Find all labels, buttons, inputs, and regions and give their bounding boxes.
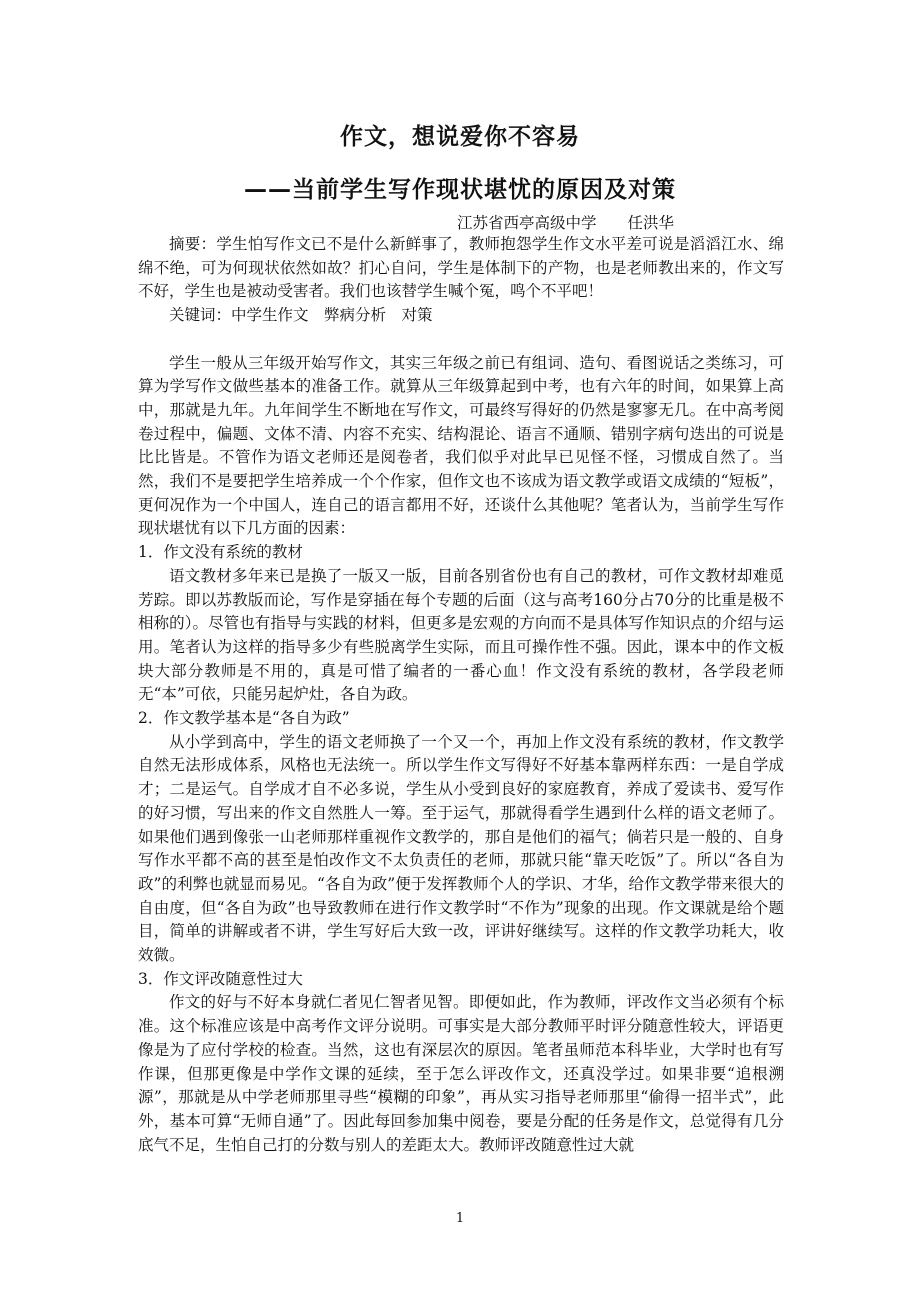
section-1-heading: 1．作文没有系统的教材 [138,543,303,562]
section-1-paragraph: 语文教材多年来已是换了一版又一版，目前各别省份也有自己的教材，可作文教材却难觅芳踪。即以苏教版而论，写作是穿插在每个专题的后面（这与高考160分占70分的比重是极不相称的）。尽管也有指导与实践的材料，但更多是宏观的方向而不是具体写作知识点的介绍与运用。笔者认为这样的指导多少有些脱离学生实际，而且可操作性不强。因此，课本中的作文板块大部分教师是不用的，真是可惜了编者的一番心血！作文没有系统的教材，各学段老师无“本”可依，只能另起炉灶，各自为政。 [138,566,784,704]
abstract-paragraph: 摘要：学生怕写作文已不是什么新鲜事了，教师抱怨学生作文水平差可说是滔滔江水、绵绵不绝，可为何现状依然如故？扪心自问，学生是体制下的产物，也是老师教出来的，作文写不好，学生也是被动受害者。我们也该替学生喊个冤，鸣个不平吧！ [138,235,784,301]
keywords-paragraph: 关键词：中学生作文 弊病分析 对策 [169,306,433,325]
document-subtitle: ——当前学生写作现状堪忧的原因及对策 [244,177,676,203]
intro-paragraph: 学生一般从三年级开始写作文，其实三年级之前已有组词、造句、看图说话之类练习，可算为学写作文做些基本的准备工作。就算从三年级算起到中考，也有六年的时间，如果算上高中，那就是九年。九年间学生不断地在写作文，可最终写得好的仍然是寥寥无几。在中高考阅卷过程中，偏题、文体不清、内容不充实、结构混论、语言不通顺、错别字病句迭出的可说是比比皆是。不管作为语文老师还是阅卷者，我们似乎对此早已见怪不怪，习惯成自然了。当然，我们不是要把学生培养成一个个作家，但作文也不该成为语文教学或语文成绩的“短板”，更何况作为一个中国人，连自己的语言都用不好，还谈什么其他呢？笔者认为，当前学生写作现状堪忧有以下几方面的因素： [138,353,784,538]
blank-line [138,328,784,352]
page-number: 1 [455,1211,465,1226]
document-title: 作文，想说爱你不容易 [340,124,580,150]
section-3-heading: 3．作文评改随意性过大 [138,969,303,988]
author-line: 江苏省西亭高级中学 任洪华 [457,214,675,232]
section-2-heading: 2．作文教学基本是“各自为政” [138,709,350,728]
document-body [138,233,784,1157]
section-2-paragraph: 从小学到高中，学生的语文老师换了一个又一个，再加上作文没有系统的教材，作文教学自然无法形成体系，风格也无法统一。所以学生作文写得好不好基本靠两样东西：一是自学成才；二是运气。自学成才自不必多说，学生从小受到良好的家庭教育，养成了爱读书、爱写作的好习惯，写出来的作文自然胜人一筹。至于运气，那就得看学生遇到什么样的语文老师了。如果他们遇到像张一山老师那样重视作文教学的，那自是他们的福气；倘若只是一般的、自身写作水平都不高的甚至是怕改作文不太负责任的老师，那就只能“靠天吃饭”了。所以“各自为政”的利弊也就显而易见。“各自为政”便于发挥教师个人的学识、才华，给作文教学带来很大的自由度，但“各自为政”也导致教师在进行作文教学时“不作为”现象的出现。作文课就是给个题目，简单的讲解或者不讲，学生写好后大致一改，评讲好继续写。这样的作文教学功耗大，收效微。 [138,732,784,965]
section-3-paragraph: 作文的好与不好本身就仁者见仁智者见智。即便如此，作为教师，评改作文当必须有个标准。这个标准应该是中高考作文评分说明。可事实是大部分教师平时评分随意性较大，评语更像是为了应付学校的检查。当然，这也有深层次的原因。笔者虽师范本科毕业，大学时也有写作课，但那更像是中学作文课的延续，至于怎么评改作文，还真没学过。如果非要“追根溯源”，那就是从中学老师那里寻些“模糊的印象”，再从实习指导老师那里“偷得一招半式”，此外，基本可算“无师自通”了。因此每回参加集中阅卷，要是分配的任务是作文，总觉得有几分底气不足，生怕自己打的分数与别人的差距太大。教师评改随意性过大就 [138,993,784,1154]
